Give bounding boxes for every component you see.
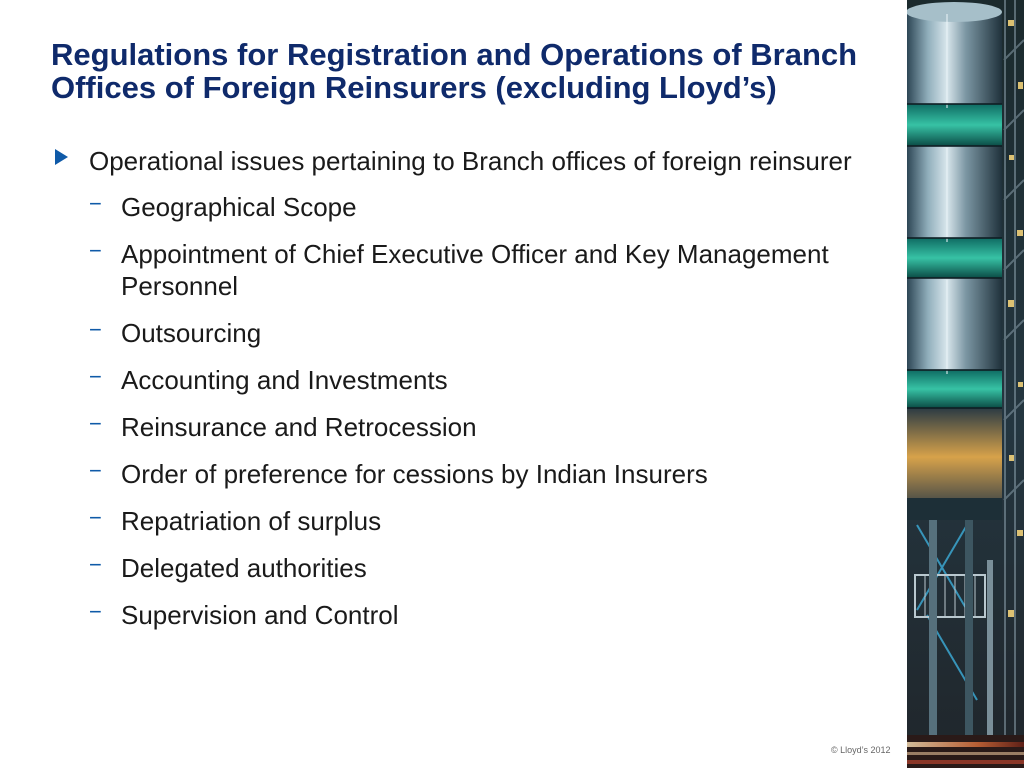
sub-bullet-text: Supervision and Control	[121, 600, 399, 630]
sub-bullet-item	[89, 364, 871, 396]
sub-bullet-item	[89, 191, 871, 223]
dash-bullet-icon: −	[89, 411, 102, 436]
copyright-notice: © Lloyd’s 2012	[831, 745, 891, 755]
sub-bullet-text: Order of preference for cessions by Indian Insurers	[121, 459, 708, 489]
bullet-list	[51, 145, 871, 646]
sub-bullet-item	[89, 458, 871, 490]
slide-title: Regulations for Registration and Operations of Branch Offices of Foreign Reinsurers (excluding Lloyd’s)	[51, 37, 858, 105]
sub-bullet-text: Reinsurance and Retrocession	[121, 412, 477, 442]
sub-bullet-text: Geographical Scope	[121, 192, 357, 222]
dash-bullet-icon: −	[89, 599, 102, 624]
dash-bullet-icon: −	[89, 317, 102, 342]
sub-bullet-list	[51, 191, 871, 631]
dash-bullet-icon: −	[89, 505, 102, 530]
lloyds-building-photo	[907, 0, 1024, 768]
sub-bullet-item	[89, 599, 871, 631]
main-bullet-text: Operational issues pertaining to Branch offices of foreign reinsurer	[89, 146, 852, 176]
sub-bullet-item	[89, 505, 871, 537]
dash-bullet-icon: −	[89, 364, 102, 389]
building-photo-graphic	[907, 0, 1024, 768]
dash-bullet-icon: −	[89, 552, 102, 577]
sub-bullet-text: Appointment of Chief Executive Officer and Key Management Personnel	[121, 239, 829, 301]
dash-bullet-icon: −	[89, 191, 102, 216]
sub-bullet-text: Delegated authorities	[121, 553, 367, 583]
dash-bullet-icon: −	[89, 458, 102, 483]
main-bullet	[51, 145, 871, 177]
sub-bullet-item	[89, 317, 871, 349]
triangle-bullet-icon	[55, 149, 68, 165]
sub-bullet-item	[89, 238, 871, 302]
sub-bullet-item	[89, 552, 871, 584]
dash-bullet-icon: −	[89, 238, 102, 263]
sub-bullet-text: Outsourcing	[121, 318, 262, 348]
sub-bullet-text: Repatriation of surplus	[121, 506, 382, 536]
sub-bullet-text: Accounting and Investments	[121, 365, 448, 395]
sub-bullet-item	[89, 411, 871, 443]
